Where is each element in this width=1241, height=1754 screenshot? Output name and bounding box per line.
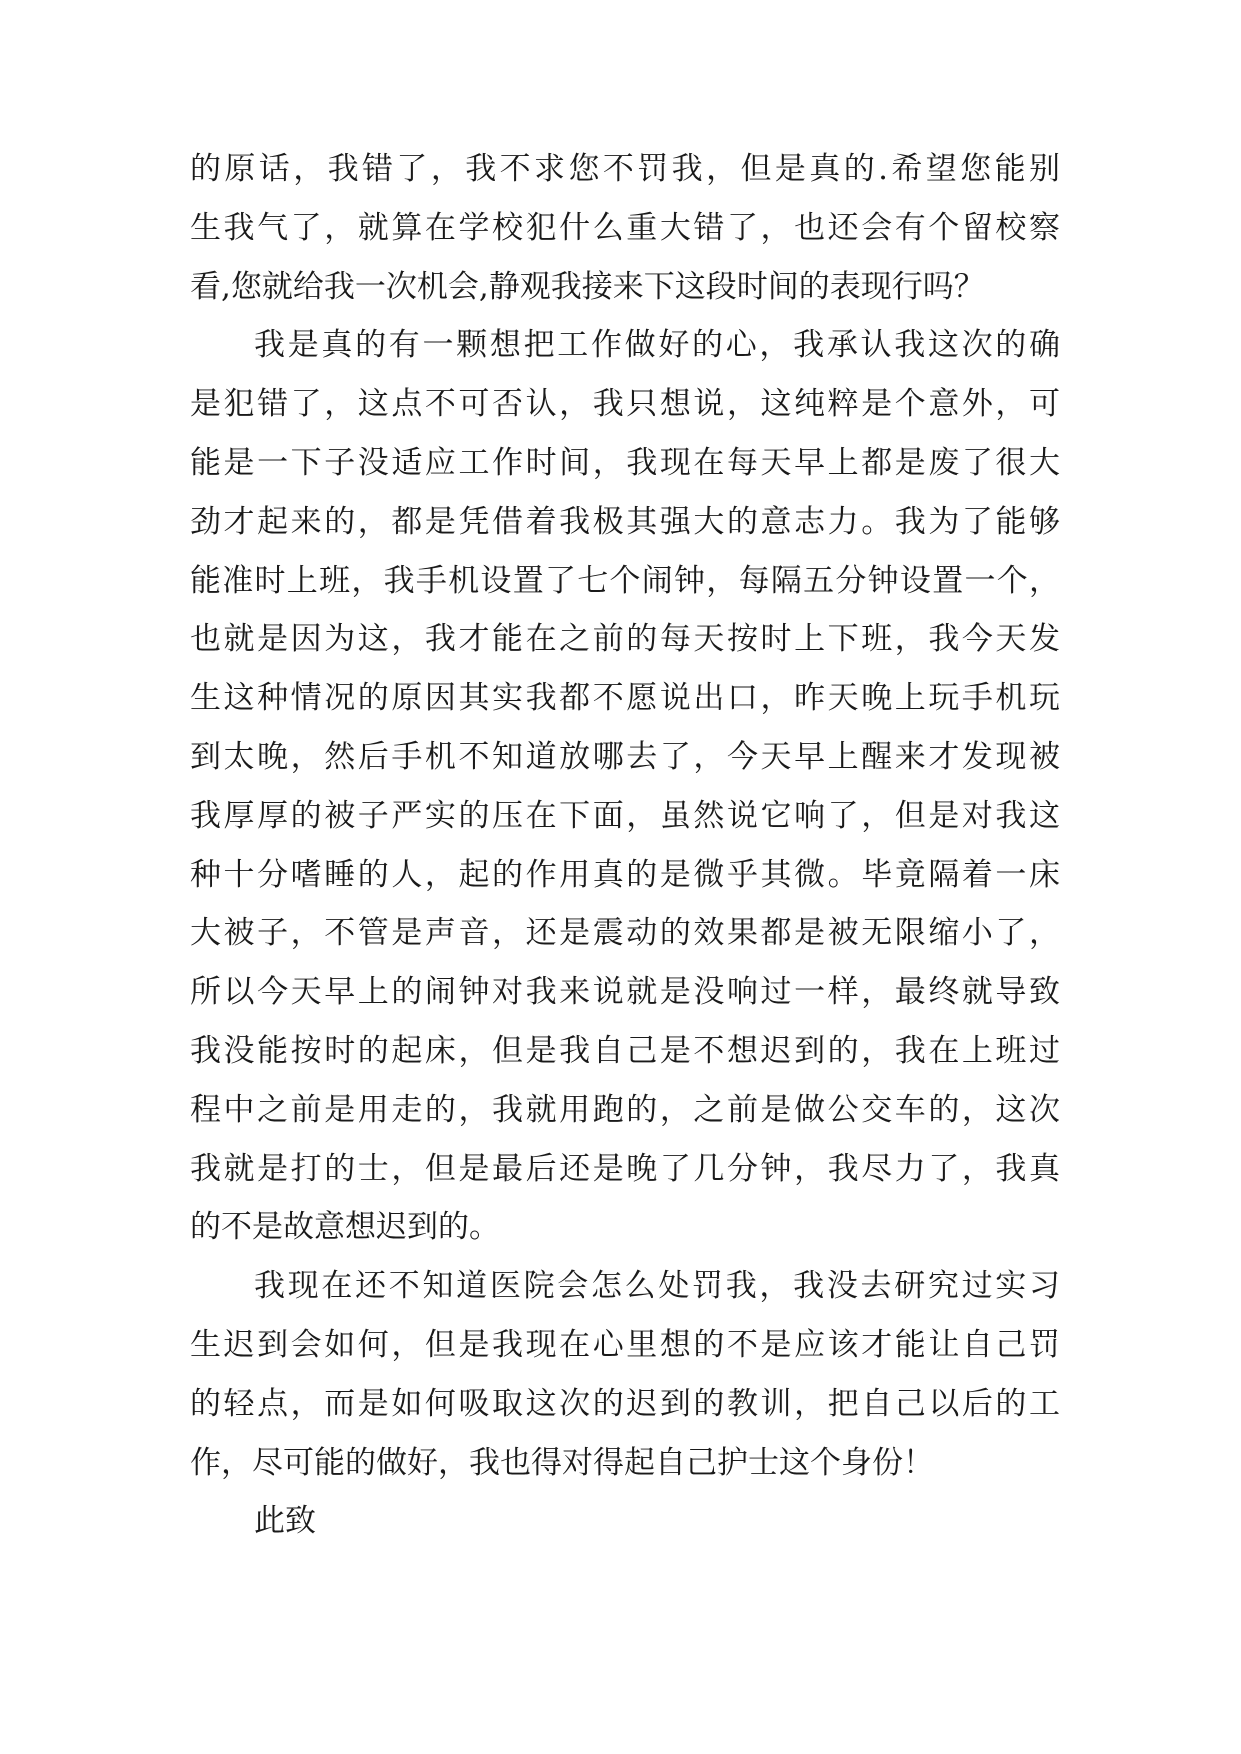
text-line: 生这种情况的原因其实我都不愿说出口，昨天晚上玩手机玩: [190, 680, 1060, 717]
text-line: 我是真的有一颗想把工作做好的心，我承认我这次的确: [254, 327, 1060, 364]
text-line: 大被子，不管是声音，还是震动的效果都是被无限缩小了，: [190, 915, 1060, 952]
text-line: 我现在还不知道医院会怎么处罚我，我没去研究过实习: [254, 1268, 1060, 1305]
paragraph: [190, 140, 1060, 316]
text-line: 能是一下子没适应工作时间，我现在每天早上都是废了很大: [190, 444, 1060, 481]
text-line: 所以今天早上的闹钟对我来说就是没响过一样，最终就导致: [190, 974, 1060, 1011]
text-line: 作，尽可能的做好，我也得对得起自己护士这个身份！: [190, 1444, 934, 1481]
text-line: 的不是故意想迟到的。: [190, 1209, 500, 1246]
text-line: 此致: [254, 1503, 316, 1540]
text-line: 能准时上班，我手机设置了七个闹钟，每隔五分钟设置一个，: [190, 562, 1060, 599]
paragraph: [190, 316, 1060, 1257]
text-line: 看,您就给我一次机会,静观我接来下这段时间的表现行吗？: [190, 268, 985, 305]
text-line: 劲才起来的，都是凭借着我极其强大的意志力。我为了能够: [190, 503, 1060, 540]
text-line: 生我气了，就算在学校犯什么重大错了，也还会有个留校察: [190, 209, 1060, 246]
text-line: 的轻点，而是如何吸取这次的迟到的教训，把自己以后的工: [190, 1385, 1060, 1422]
text-line: 程中之前是用走的，我就用跑的，之前是做公交车的，这次: [190, 1091, 1060, 1128]
text-line: 也就是因为这，我才能在之前的每天按时上下班，我今天发: [190, 621, 1060, 658]
text-line: 的原话，我错了，我不求您不罚我，但是真的.希望您能别: [190, 151, 1060, 187]
paragraph: [190, 1492, 1060, 1551]
text-line: 到太晚，然后手机不知道放哪去了，今天早上醒来才发现被: [190, 738, 1060, 775]
letter-body: [190, 140, 1060, 1551]
text-line: 生迟到会如何，但是我现在心里想的不是应该才能让自己罚: [190, 1326, 1060, 1363]
text-line: 种十分嗜睡的人，起的作用真的是微乎其微。毕竟隔着一床: [190, 856, 1060, 893]
text-line: 我就是打的士，但是最后还是晚了几分钟，我尽力了，我真: [190, 1150, 1060, 1187]
text-line: 我厚厚的被子严实的压在下面，虽然说它响了，但是对我这: [190, 797, 1060, 834]
paragraph: [190, 1257, 1060, 1492]
text-line: 我没能按时的起床，但是我自己是不想迟到的，我在上班过: [190, 1032, 1060, 1069]
text-line: 是犯错了，这点不可否认，我只想说，这纯粹是个意外，可: [190, 386, 1060, 423]
